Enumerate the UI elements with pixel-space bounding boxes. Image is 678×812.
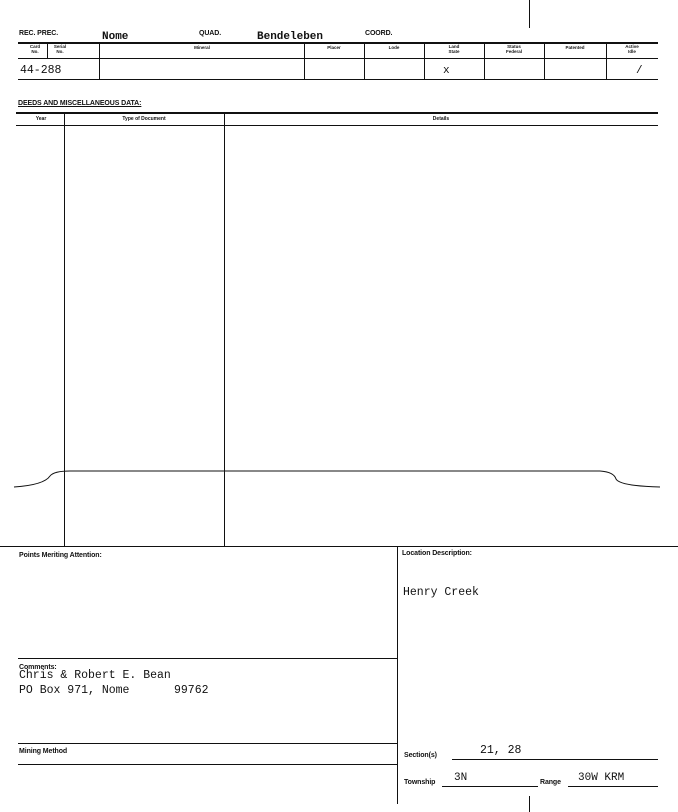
col-patented: Patented	[565, 45, 585, 50]
mining-method-label: Mining Method	[19, 748, 68, 755]
quad-value: Bendeleben	[257, 31, 324, 43]
header-bottom-rule	[18, 79, 658, 80]
rec-prec-value: Nome	[102, 31, 129, 43]
header-subrule	[18, 58, 658, 59]
mining-method-rule	[18, 764, 398, 765]
quad-label: QUAD.	[199, 30, 222, 37]
divider	[606, 42, 607, 79]
divider	[99, 42, 100, 79]
comments-line-1: Chris & Robert E. Bean	[19, 669, 171, 682]
col-active-idle: Active Idle	[625, 44, 639, 54]
col-status-federal: Status Federal	[505, 44, 522, 54]
location-value: Henry Creek	[403, 586, 479, 599]
land-state-mark: x	[443, 65, 450, 77]
divider	[304, 42, 305, 79]
coord-label: COORD.	[365, 30, 393, 37]
bottom-tick	[529, 796, 530, 812]
col-type-of-document: Type of Document	[122, 116, 166, 122]
deeds-title: DEEDS AND MISCELLANEOUS DATA:	[18, 100, 142, 107]
sections-value: 21, 28	[480, 744, 522, 757]
deeds-top-rule	[16, 112, 658, 114]
divider	[484, 42, 485, 79]
active-idle-mark: /	[636, 65, 643, 77]
divider	[424, 42, 425, 79]
points-bottom-rule	[18, 658, 398, 659]
col-year: Year	[35, 116, 47, 122]
deeds-bottom-rule	[0, 546, 678, 547]
col-mineral: Mineral	[194, 45, 210, 50]
range-line	[568, 786, 658, 787]
col-placer: Placer	[327, 45, 341, 50]
fold-line	[0, 466, 678, 492]
divider	[544, 42, 545, 79]
divider	[364, 42, 365, 79]
location-label: Location Description:	[402, 550, 472, 557]
comments-address: PO Box 971, Nome	[19, 684, 130, 697]
comments-bottom-rule	[18, 743, 398, 744]
top-tick	[529, 0, 530, 28]
township-label: Township	[404, 779, 436, 786]
township-value: 3N	[454, 772, 468, 784]
divider	[47, 42, 48, 59]
col-serial-no: Serial No.	[53, 44, 67, 54]
sections-line	[452, 759, 658, 760]
sections-label: Section(s)	[404, 752, 437, 759]
card-no-value: 44-288	[20, 64, 62, 77]
rec-prec-label: REC. PREC.	[19, 30, 59, 37]
range-value: 30W KRM	[578, 772, 625, 784]
col-details: Details	[432, 116, 450, 122]
header-rule	[18, 42, 658, 44]
col-lode: Lode	[388, 45, 400, 50]
points-label: Points Meriting Attention:	[19, 552, 102, 559]
col-land-state: Land State	[448, 44, 460, 54]
deeds-header-rule	[16, 125, 658, 126]
lower-divider	[397, 546, 398, 804]
col-card-no: Card No.	[29, 44, 41, 54]
comments-zip: 99762	[174, 684, 209, 697]
range-label: Range	[540, 779, 561, 786]
township-line	[442, 786, 538, 787]
comments-label: Comments:	[19, 664, 57, 671]
